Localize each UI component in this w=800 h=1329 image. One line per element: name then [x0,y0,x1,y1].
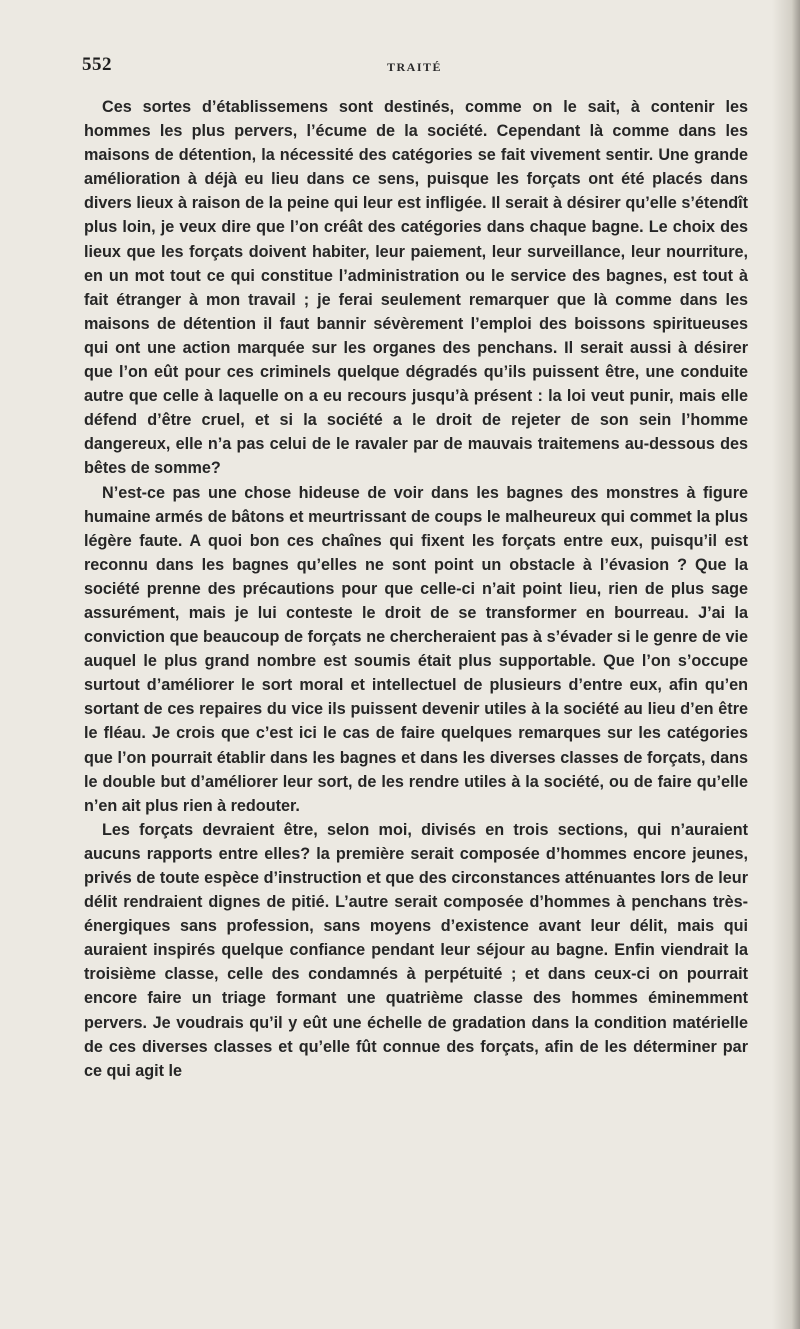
page-number: 552 [82,54,112,75]
paragraph-2: N’est-ce pas une chose hideuse de voir dans les bagnes des monstres à figure humaine armés de bâtons et meurtrissant de coups le malheureux qui commet la plus légère faute. A quoi bon ces chaînes qui fixent les forçats entre eux, puisqu’il est reconnu dans les bagnes qu’elles ne sont point un obstacle à l’évasion ? Que la société prenne des précautions pour que celle-ci n’ait point lieu, rien de plus sage assurément, mais je lui conteste le droit de se transformer en bourreau. J’ai la conviction que beaucoup de forçats ne chercheraient pas à s’évader si le genre de vie auquel le plus grand nombre est soumis était plus supportable. Que l’on s’occupe surtout d’améliorer le sort moral et intellectuel de plusieurs d’entre eux, afin qu’en sortant de ces repaires du vice ils puissent devenir utiles à la société au lieu d’en être le fléau. Je crois que c’est ici le cas de faire quelques remarques sur les catégories que l’on pourrait établir dans les bagnes et dans les diverses classes de forçats, dans le double but d’améliorer leur sort, de les rendre utiles à la société, ou de faire qu’elle n’en ait plus rien à redouter. [84,483,748,815]
paragraph-1: Ces sortes d’établissemens sont destinés, comme on le sait, à contenir les hommes les plus pervers, l’écume de la société. Cependant là comme dans les maisons de détention, la nécessité des catégories se fait vivement sentir. Une grande amélioration à déjà eu lieu dans ce sens, puisque les forçats ont été placés dans divers lieux à raison de la peine qui leur est infligée. Il serait à désirer qu’elle s’étendît plus loin, je veux dire que l’on créât des catégories dans chaque bagne. Le choix des lieux que les forçats doivent habiter, leur paiement, leur surveillance, leur nourriture, en un mot tout ce qui constitue l’administration ou le service des bagnes, est tout à fait étranger à mon travail ; je ferai seulement remarquer que là comme dans les maisons de détention il faut bannir sévèrement l’emploi des boissons spiritueuses qui ont une action marquée sur les organes des penchans. Il serait aussi à désirer que l’on eût pour ces criminels quelque dégradés qu’ils puissent être, une conduite autre que celle à laquelle on a eu recours jusqu’à présent : la loi veut punir, mais elle défend d’être cruel, et si la société a le droit de rejeter de son sein l’homme dangereux, elle n’a pas celui de le ravaler par de mauvais traitemens au-dessous des bêtes de somme? [84,98,748,478]
body-text [84,95,748,1083]
running-head: TRAITÉ [386,60,442,74]
page-edge-shadow [772,0,800,1329]
paragraph-3: Les forçats devraient être, selon moi, divisés en trois sections, qui n’auraient aucuns rapports entre elles? la première serait composée d’hommes encore jeunes, privés de toute espèce d’instruction et que des circonstances atténuantes lors de leur délit rendraient dignes de pitié. L’autre serait composée d’hommes à penchans très-énergiques sans profession, sans moyens d’existence avant leur délit, mais qui auraient inspirés quelque confiance pendant leur séjour au bagne. Enfin viendrait la troisième classe, celle des condamnés à perpétuité ; et dans ceux-ci on pourrait encore faire un triage formant une quatrième classe des hommes éminemment pervers. Je voudrais qu’il y eût une échelle de gradation dans la condition matérielle de ces diverses classes et qu’elle fût connue des forçats, afin de les déterminer par ce qui agit le [84,820,748,1080]
page-header [82,54,747,84]
